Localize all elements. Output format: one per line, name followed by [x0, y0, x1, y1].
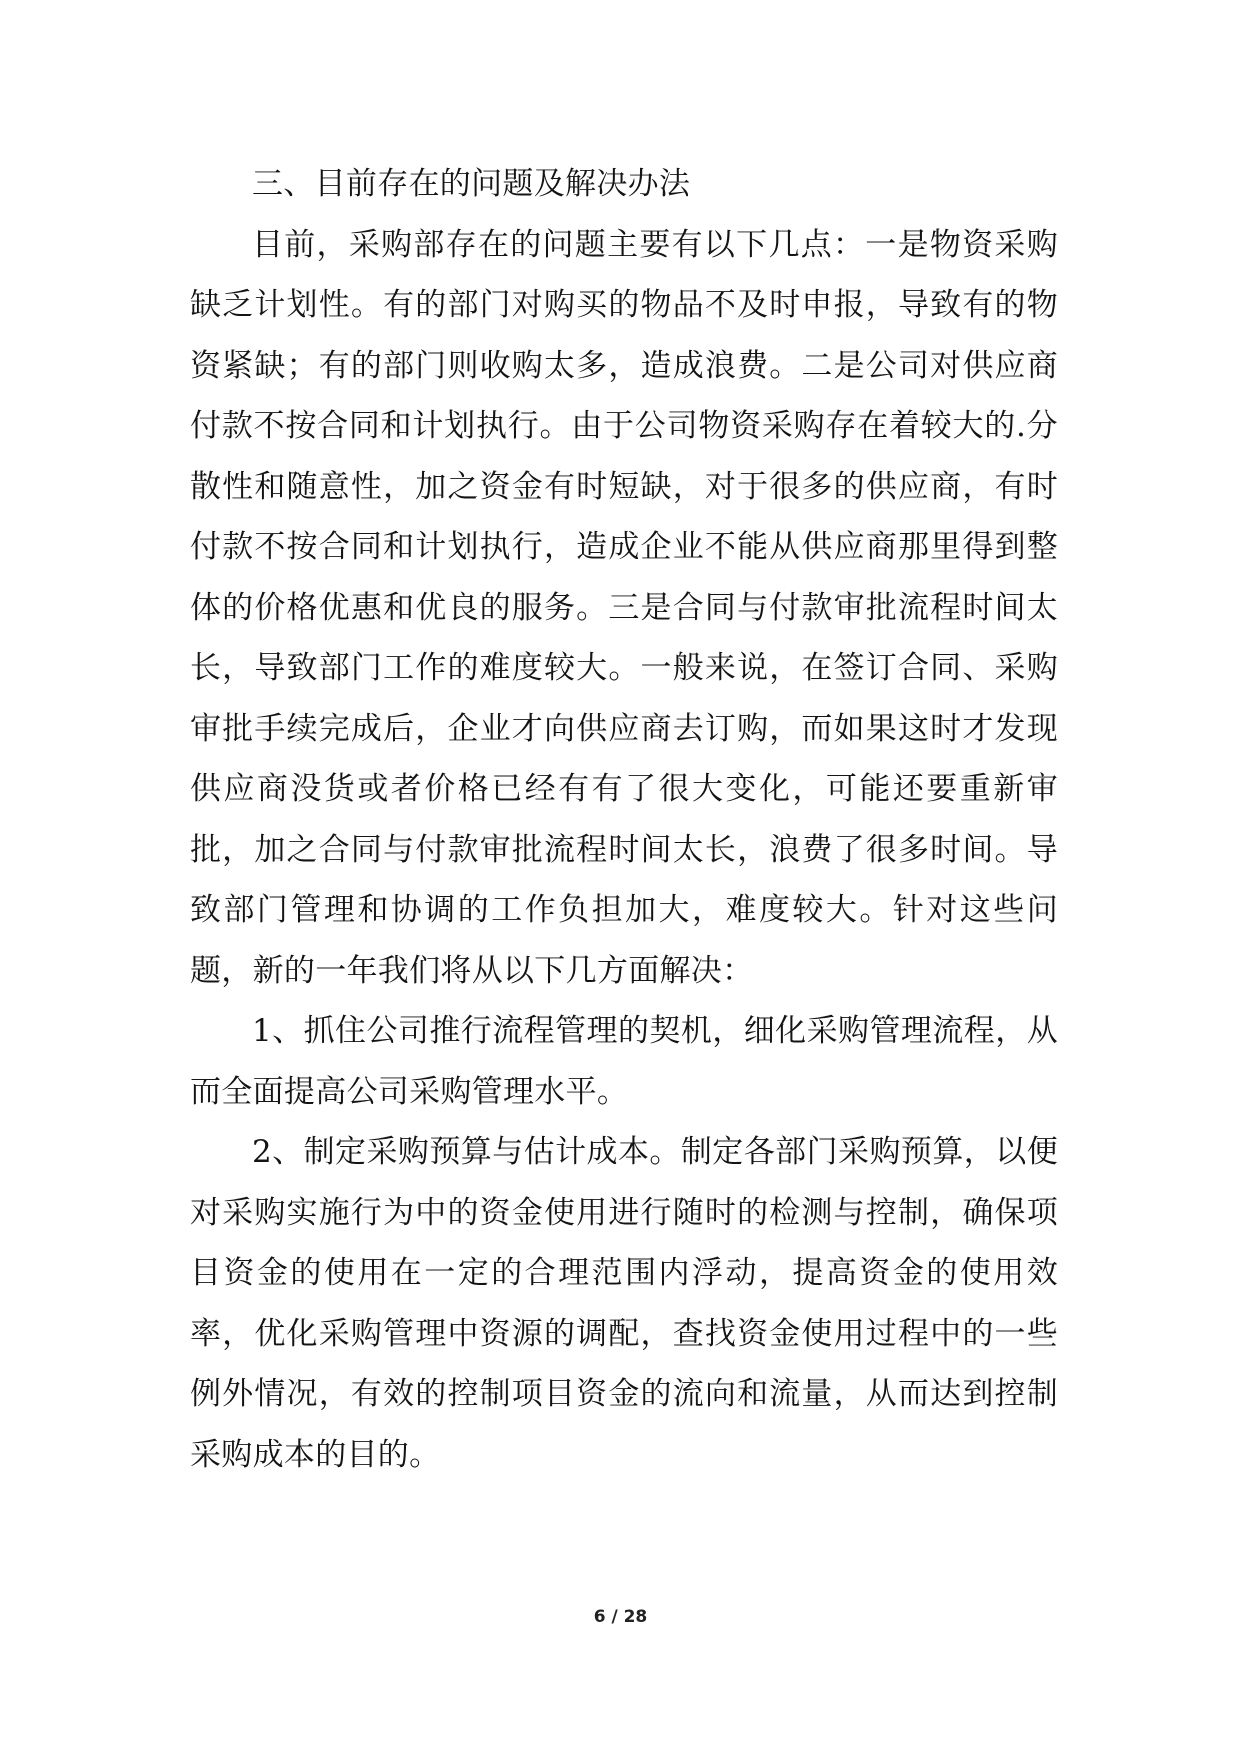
body-paragraph-solution-1: 1、抓住公司推行流程管理的契机，细化采购管理流程，从而全面提高公司采购管理水平。 — [190, 1013, 1058, 1110]
page-content — [190, 154, 1058, 1485]
page-number: 6 / 28 — [593, 1607, 648, 1627]
section-heading: 三、目前存在的问题及解决办法 — [252, 166, 691, 202]
body-paragraph-problems: 目前，采购部存在的问题主要有以下几点：一是物资采购缺乏计划性。有的部门对购买的物品不及时申报，导致有的物资紧缺；有的部门则收购太多，造成浪费。二是公司对供应商付款不按合同和计划执行。由于公司物资采购存在着较大的.分散性和随意性，加之资金有时短缺，对于很多的供应商，有时付款不按合同和计划执行，造成企业不能从供应商那里得到整体的价格优惠和优良的服务。三是合同与付款审批流程时间太长，导致部门工作的难度较大。一般来说，在签订合同、采购审批手续完成后，企业才向供应商去订购，而如果这时才发现供应商没货或者价格已经有有了很大变化，可能还要重新审批，加之合同与付款审批流程时间太长，浪费了很多时间。导致部门管理和协调的工作负担加大，难度较大。针对这些问题，新的一年我们将从以下几方面解决： — [190, 226, 1058, 989]
body-paragraph-solution-2: 2、制定采购预算与估计成本。制定各部门采购预算，以便对采购实施行为中的资金使用进行随时的检测与控制，确保项目资金的使用在一定的合理范围内浮动，提高资金的使用效率，优化采购管理中资源的调配，查找资金使用过程中的一些例外情况，有效的控制项目资金的流向和流量，从而达到控制采购成本的目的。 — [190, 1134, 1058, 1473]
